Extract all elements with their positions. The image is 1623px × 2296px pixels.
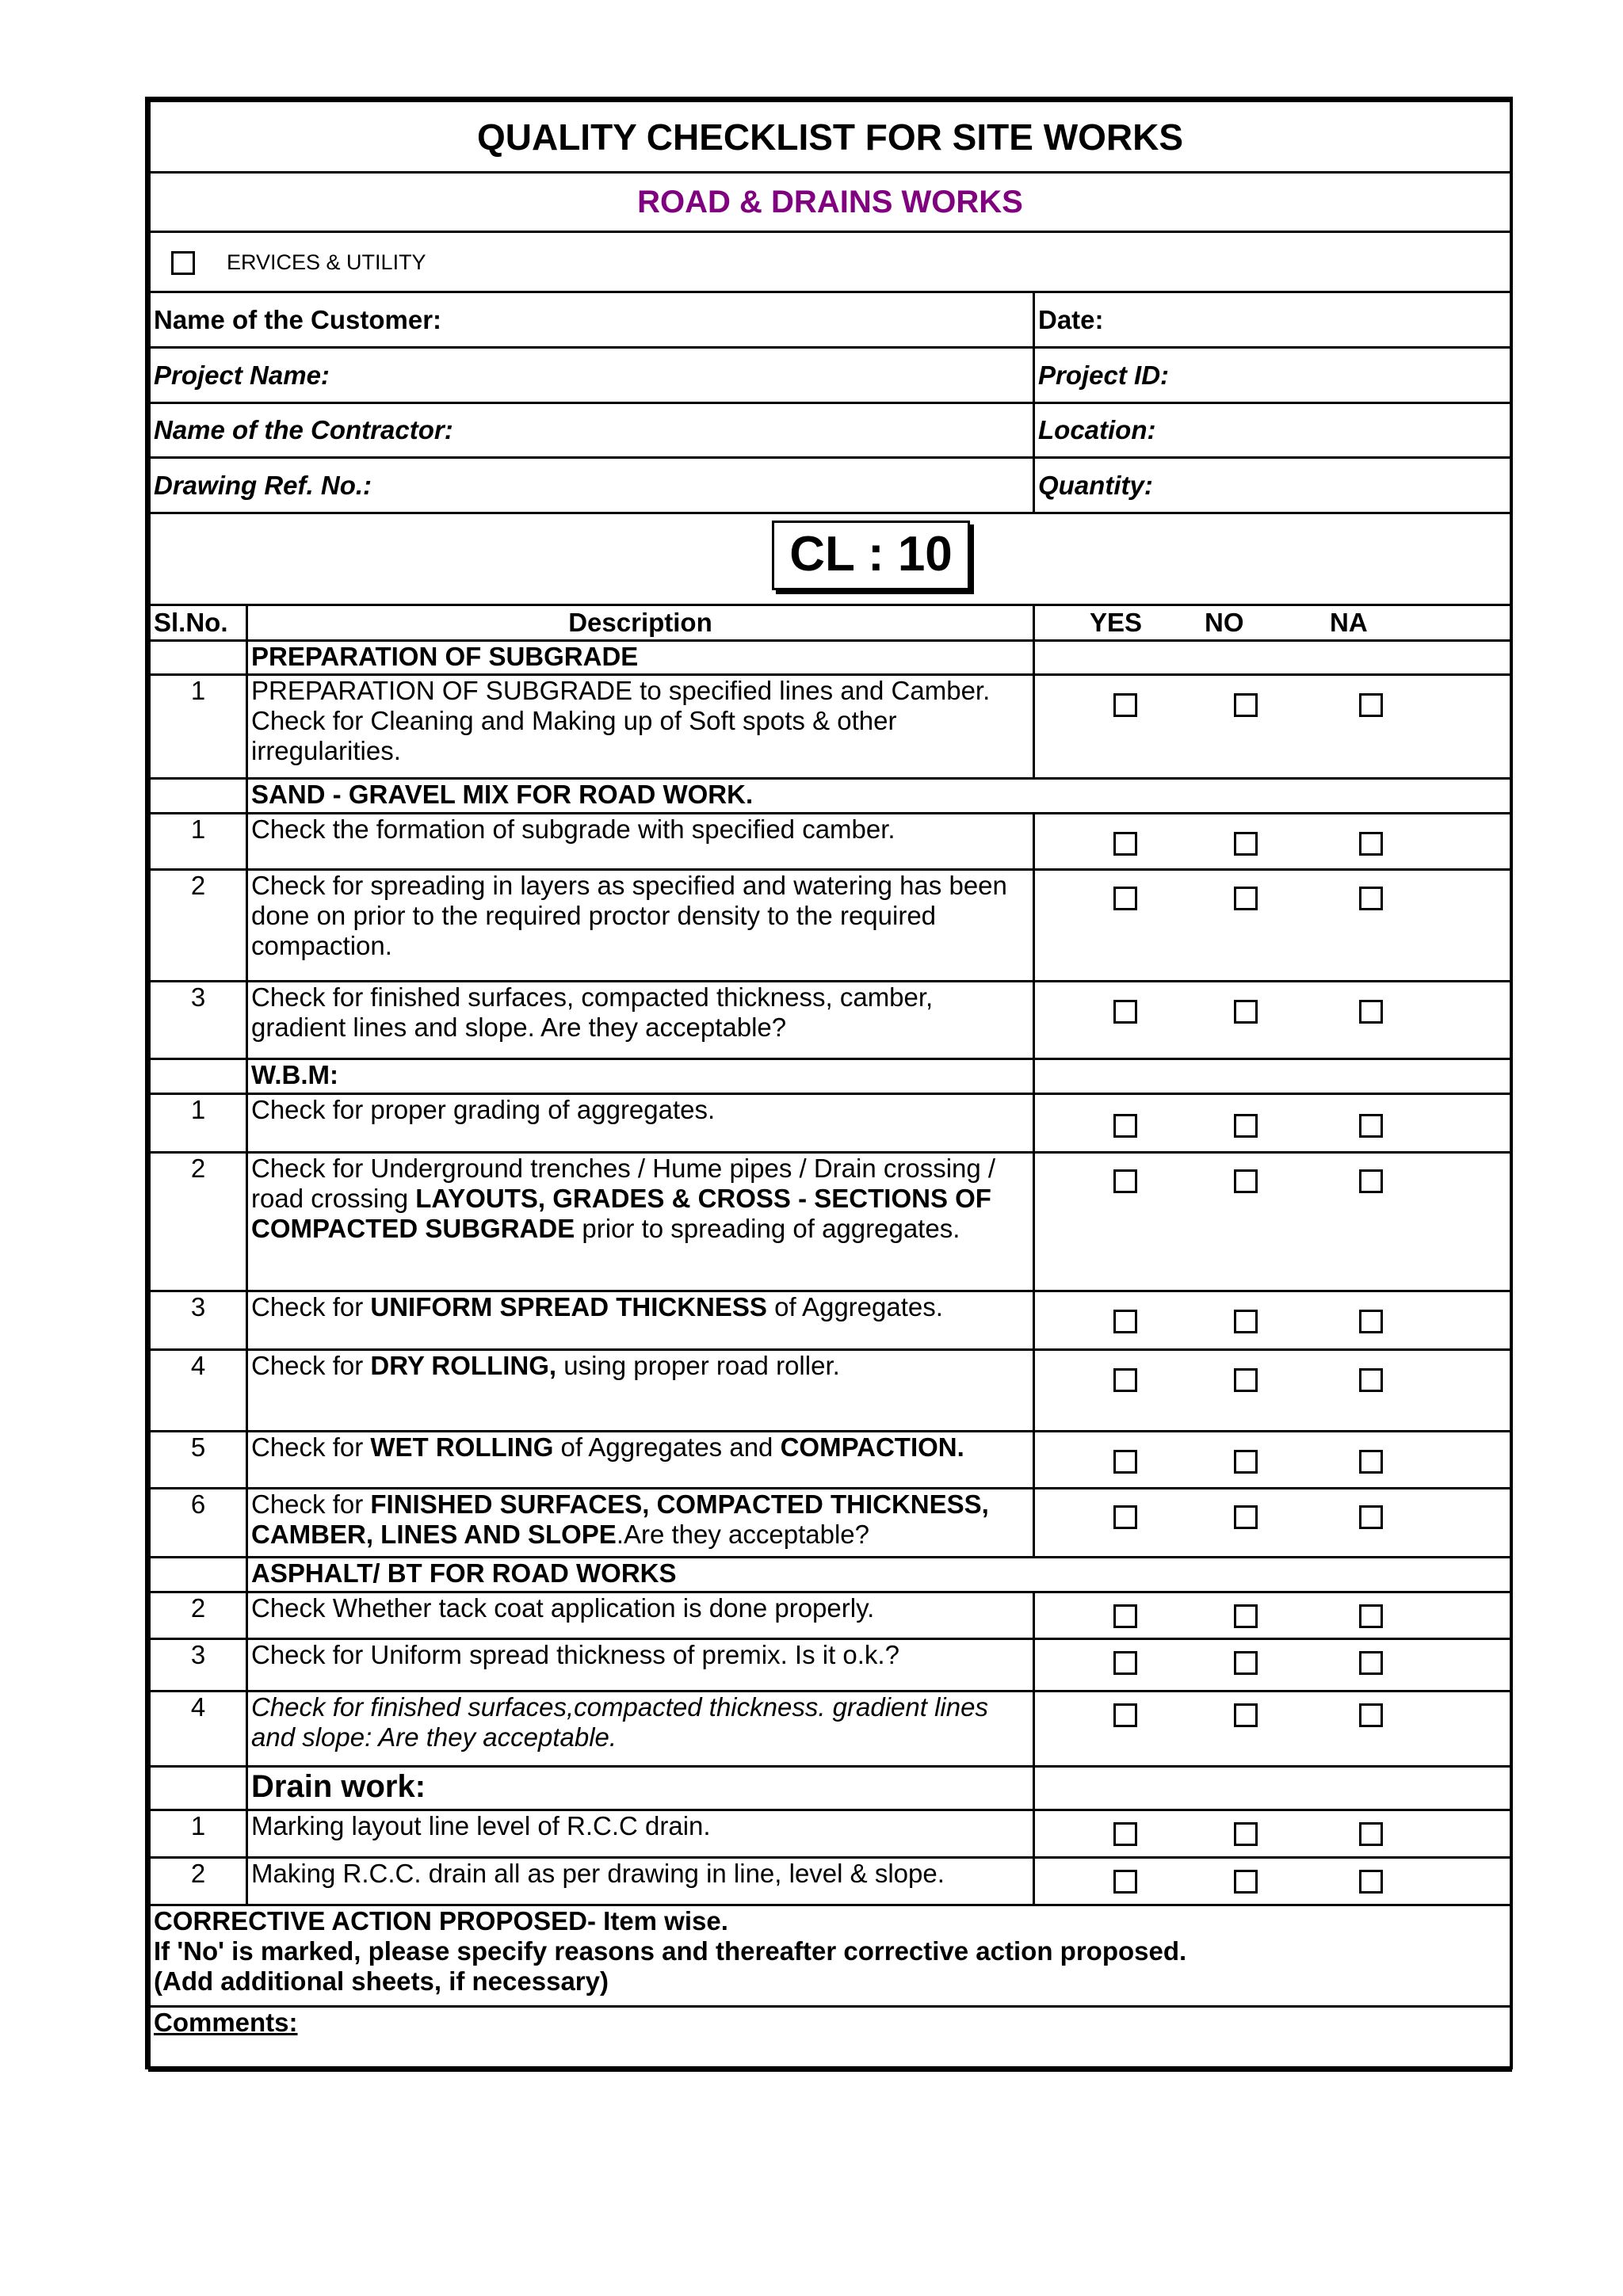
col-header-no: NO xyxy=(1205,608,1244,637)
section-heading: Drain work: xyxy=(247,1767,1034,1810)
date-field[interactable]: Date: xyxy=(1034,292,1511,348)
section-heading: PREPARATION OF SUBGRADE xyxy=(247,641,1034,675)
yes-checkbox[interactable] xyxy=(1113,1604,1137,1628)
row-checkboxes xyxy=(1034,1489,1511,1558)
comments-label: Comments: xyxy=(154,2008,298,2037)
row-description: Check for spreading in layers as specified and watering has been done on prior to the required proctor density to the required compaction. xyxy=(247,870,1034,982)
yes-checkbox[interactable] xyxy=(1113,693,1137,717)
row-checkboxes xyxy=(1034,1153,1511,1291)
no-checkbox[interactable] xyxy=(1234,1310,1258,1333)
yes-checkbox[interactable] xyxy=(1113,887,1137,910)
no-checkbox[interactable] xyxy=(1234,1000,1258,1024)
na-checkbox[interactable] xyxy=(1359,1450,1383,1474)
na-checkbox[interactable] xyxy=(1359,1310,1383,1333)
table-row xyxy=(150,1432,1511,1489)
row-checkboxes xyxy=(1034,982,1511,1059)
row-description: Check for finished surfaces, compacted thickness, camber, gradient lines and slope. Are they acceptable? xyxy=(247,982,1034,1059)
table-row xyxy=(150,1691,1511,1767)
na-checkbox[interactable] xyxy=(1359,1822,1383,1846)
na-checkbox[interactable] xyxy=(1359,693,1383,717)
no-checkbox[interactable] xyxy=(1234,832,1258,856)
row-description: Check for finished surfaces,compacted thickness. gradient lines and slope: Are they acceptable. xyxy=(247,1691,1034,1767)
checklist-code-badge: CL : 10 xyxy=(772,521,970,590)
table-row xyxy=(150,1094,1511,1153)
row-description: Making R.C.C. drain all as per drawing in line, level & slope. xyxy=(247,1858,1034,1905)
yes-checkbox[interactable] xyxy=(1113,1822,1137,1846)
na-checkbox[interactable] xyxy=(1359,1114,1383,1138)
row-number: 1 xyxy=(150,675,247,779)
na-checkbox[interactable] xyxy=(1359,1169,1383,1193)
table-row xyxy=(150,1639,1511,1691)
table-row xyxy=(150,870,1511,982)
row-number: 3 xyxy=(150,1639,247,1691)
row-description: PREPARATION OF SUBGRADE to specified lines and Camber. Check for Cleaning and Making up of Soft spots & other irregularities. xyxy=(247,675,1034,779)
checklist-sheet xyxy=(145,97,1513,2069)
row-number: 2 xyxy=(150,1858,247,1905)
row-number: 1 xyxy=(150,1094,247,1153)
no-checkbox[interactable] xyxy=(1234,1822,1258,1846)
table-row xyxy=(150,982,1511,1059)
row-description: Check for DRY ROLLING, using proper road roller. xyxy=(247,1350,1034,1432)
table-row xyxy=(150,1858,1511,1905)
corrective-action-instruction: If 'No' is marked, please specify reasons and thereafter corrective action proposed. xyxy=(154,1936,1187,1966)
page-subtitle: ROAD & DRAINS WORKS xyxy=(150,173,1511,232)
table-row xyxy=(150,1592,1511,1639)
row-number: 1 xyxy=(150,1810,247,1858)
row-number: 5 xyxy=(150,1432,247,1489)
row-description: Check Whether tack coat application is done properly. xyxy=(247,1592,1034,1639)
table-row xyxy=(150,1489,1511,1558)
table-row xyxy=(150,1153,1511,1291)
yes-checkbox[interactable] xyxy=(1113,1169,1137,1193)
table-row xyxy=(150,675,1511,779)
page-title: QUALITY CHECKLIST FOR SITE WORKS xyxy=(150,101,1511,173)
yes-checkbox[interactable] xyxy=(1113,1505,1137,1529)
comments-box[interactable] xyxy=(150,2007,1511,2071)
row-number: 4 xyxy=(150,1691,247,1767)
services-checkbox[interactable] xyxy=(171,251,195,275)
row-checkboxes xyxy=(1034,1094,1511,1153)
na-checkbox[interactable] xyxy=(1359,1870,1383,1894)
no-checkbox[interactable] xyxy=(1234,887,1258,910)
section-heading: ASPHALT/ BT FOR ROAD WORKS xyxy=(247,1558,1511,1592)
checklist-code-row xyxy=(150,513,1511,605)
no-checkbox[interactable] xyxy=(1234,1703,1258,1727)
row-number: 2 xyxy=(150,1153,247,1291)
table-row xyxy=(150,1350,1511,1432)
no-checkbox[interactable] xyxy=(1234,1604,1258,1628)
row-description: Check the formation of subgrade with specified camber. xyxy=(247,814,1034,870)
table-row xyxy=(150,1810,1511,1858)
corrective-action-box[interactable] xyxy=(150,1905,1511,2007)
na-checkbox[interactable] xyxy=(1359,1703,1383,1727)
yes-checkbox[interactable] xyxy=(1113,1310,1137,1333)
yes-checkbox[interactable] xyxy=(1113,1703,1137,1727)
no-checkbox[interactable] xyxy=(1234,1505,1258,1529)
yes-checkbox[interactable] xyxy=(1113,1368,1137,1392)
row-checkboxes xyxy=(1034,1858,1511,1905)
services-row xyxy=(150,232,1511,292)
contractor-field[interactable]: Name of the Contractor: xyxy=(150,403,1034,458)
row-checkboxes xyxy=(1034,675,1511,779)
corrective-action-note: (Add additional sheets, if necessary) xyxy=(154,1966,609,1996)
location-field[interactable]: Location: xyxy=(1034,403,1511,458)
yes-checkbox[interactable] xyxy=(1113,1870,1137,1894)
project-id-field[interactable]: Project ID: xyxy=(1034,348,1511,403)
row-checkboxes xyxy=(1034,1639,1511,1691)
na-checkbox[interactable] xyxy=(1359,832,1383,856)
col-header-na: NA xyxy=(1330,608,1368,637)
table-row xyxy=(150,814,1511,870)
services-label: ERVICES & UTILITY xyxy=(227,250,426,274)
no-checkbox[interactable] xyxy=(1234,1169,1258,1193)
row-checkboxes xyxy=(1034,1810,1511,1858)
row-description: Check for Underground trenches / Hume pipes / Drain crossing / road crossing LAYOUTS, GRADES & CROSS - SECTIONS OF COMPACTED SUBGRADE prior to spreading of aggregates. xyxy=(247,1153,1034,1291)
col-header-yes-no-na xyxy=(1034,605,1511,641)
row-checkboxes xyxy=(1034,1691,1511,1767)
row-number: 1 xyxy=(150,814,247,870)
yes-checkbox[interactable] xyxy=(1113,1000,1137,1024)
row-description: Check for Uniform spread thickness of premix. Is it o.k.? xyxy=(247,1639,1034,1691)
na-checkbox[interactable] xyxy=(1359,1000,1383,1024)
na-checkbox[interactable] xyxy=(1359,1505,1383,1529)
row-checkboxes xyxy=(1034,870,1511,982)
row-number: 2 xyxy=(150,870,247,982)
row-checkboxes xyxy=(1034,1432,1511,1489)
row-number: 3 xyxy=(150,982,247,1059)
corrective-action-heading: CORRECTIVE ACTION PROPOSED- Item wise. xyxy=(154,1906,728,1936)
row-checkboxes xyxy=(1034,1592,1511,1639)
yes-checkbox[interactable] xyxy=(1113,832,1137,856)
row-description: Check for proper grading of aggregates. xyxy=(247,1094,1034,1153)
na-checkbox[interactable] xyxy=(1359,1604,1383,1628)
row-checkboxes xyxy=(1034,1350,1511,1432)
na-checkbox[interactable] xyxy=(1359,1368,1383,1392)
customer-field[interactable]: Name of the Customer: xyxy=(150,292,1034,348)
no-checkbox[interactable] xyxy=(1234,1450,1258,1474)
col-header-slno: Sl.No. xyxy=(150,605,247,641)
no-checkbox[interactable] xyxy=(1234,1651,1258,1675)
na-checkbox[interactable] xyxy=(1359,887,1383,910)
row-description: Check for UNIFORM SPREAD THICKNESS of Aggregates. xyxy=(247,1291,1034,1350)
row-description: Marking layout line level of R.C.C drain. xyxy=(247,1810,1034,1858)
row-number: 2 xyxy=(150,1592,247,1639)
yes-checkbox[interactable] xyxy=(1113,1114,1137,1138)
section-heading: W.B.M: xyxy=(247,1059,1034,1094)
no-checkbox[interactable] xyxy=(1234,1870,1258,1894)
drawing-ref-field[interactable]: Drawing Ref. No.: xyxy=(150,458,1034,513)
row-description: Check for FINISHED SURFACES, COMPACTED THICKNESS, CAMBER, LINES AND SLOPE.Are they acceptable? xyxy=(247,1489,1034,1558)
yes-checkbox[interactable] xyxy=(1113,1651,1137,1675)
row-number: 6 xyxy=(150,1489,247,1558)
col-header-description: Description xyxy=(247,605,1034,641)
na-checkbox[interactable] xyxy=(1359,1651,1383,1675)
no-checkbox[interactable] xyxy=(1234,1368,1258,1392)
row-number: 3 xyxy=(150,1291,247,1350)
row-number: 4 xyxy=(150,1350,247,1432)
no-checkbox[interactable] xyxy=(1234,693,1258,717)
table-row xyxy=(150,1291,1511,1350)
quantity-field[interactable]: Quantity: xyxy=(1034,458,1511,513)
no-checkbox[interactable] xyxy=(1234,1114,1258,1138)
section-heading: SAND - GRAVEL MIX FOR ROAD WORK. xyxy=(247,779,1511,814)
col-header-yes: YES xyxy=(1090,608,1143,637)
checklist-table xyxy=(148,100,1512,2072)
row-checkboxes xyxy=(1034,1291,1511,1350)
row-description: Check for WET ROLLING of Aggregates and COMPACTION. xyxy=(247,1432,1034,1489)
project-name-field[interactable]: Project Name: xyxy=(150,348,1034,403)
row-checkboxes xyxy=(1034,814,1511,870)
yes-checkbox[interactable] xyxy=(1113,1450,1137,1474)
